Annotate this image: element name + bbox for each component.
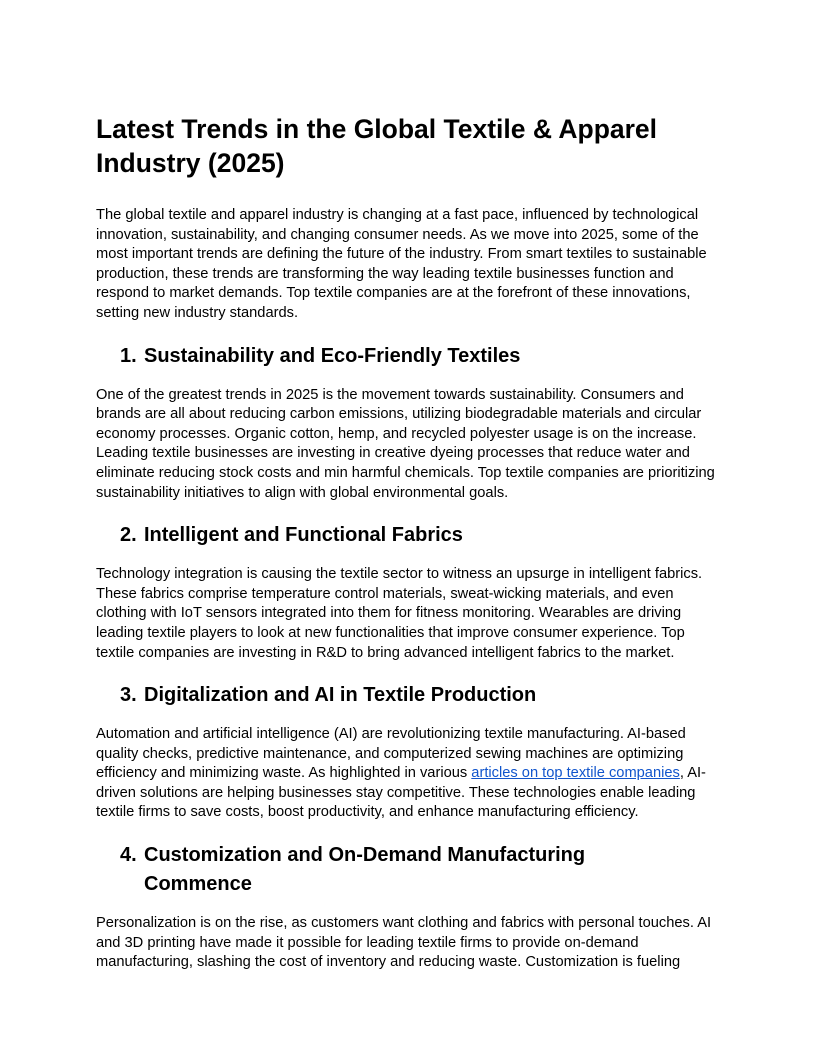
intro-paragraph: The global textile and apparel industry is changing at a fast pace, influenced by technological innovation, sustainability, and changing consumer needs. As we move into 2025, some of the most important trends are defining the future of the industry. From smart textiles to sustainable production, these trends are transforming the way leading textile businesses function and respond to market demands. Top textile companies are at the forefront of these innovations, setting new industry standards. (96, 207, 707, 321)
section-paragraph-1: One of the greatest trends in 2025 is the movement towards sustainability. Consumers and brands are all about reducing carbon emissions, utilizing biodegradable materials and circular economy processes. Organic cotton, hemp, and recycled polyester usage is on the increase. Leading textile businesses are investing in creative dyeing processes that reduce water and eliminate reducing stock costs and min harmful chemicals. Top textile companies are prioritizing sustainability initiatives to align with global environmental goals. (96, 386, 715, 501)
section-heading-text: Customization and On-Demand Manufacturing Commence (144, 844, 586, 896)
section-number: 3. (120, 684, 137, 707)
section-paragraph-2: Technology integration is causing the textile sector to witness an upsurge in intelligent fabrics. These fabrics comprise temperature control materials, sweat-wicking materials, and even clothing with IoT sensors integrated into them for fitness monitoring. Wearables are driving leading textile players to look at new functionalities that improve consumer experience. Top textile companies are investing in R&D to bring advanced intelligent fabrics to the market. (96, 566, 703, 661)
top-textile-companies-link[interactable]: articles on top textile companies (471, 765, 680, 782)
section-heading-text: Digitalization and AI in Textile Production (144, 684, 537, 707)
document-title: Latest Trends in the Global Textile & Apparel Industry (2025) (96, 114, 658, 178)
section-heading-2 (96, 521, 720, 550)
section-paragraph-3 (96, 725, 720, 823)
section-number: 2. (120, 524, 137, 547)
section-heading-3 (96, 681, 720, 710)
document-page (96, 112, 720, 973)
paragraph-text: Automation and artificial intelligence (AI) are revolutionizing textile manufacturing. AI-based quality checks, predictive maintenance, and computerized sewing machines are optimizing efficiency and minimizing waste. As highlighted in various (96, 726, 686, 782)
section-number: 4. (120, 844, 137, 867)
paragraph-text: , AI-driven solutions are helping businesses stay competitive. These technologies enable leading textile firms to save costs, boost productivity, and enhance manufacturing efficiency. (96, 765, 706, 821)
section-heading-1 (96, 342, 720, 371)
section-heading-4 (96, 841, 664, 899)
section-heading-text: Intelligent and Functional Fabrics (144, 524, 463, 547)
section-paragraph-4: Personalization is on the rise, as customers want clothing and fabrics with personal touches. AI and 3D printing have made it possible for leading textile firms to provide on-demand manufacturing, slashing the cost of inventory and reducing waste. Customization is fueling (96, 915, 712, 971)
section-heading-text: Sustainability and Eco-Friendly Textiles (144, 344, 521, 367)
section-number: 1. (120, 344, 137, 367)
